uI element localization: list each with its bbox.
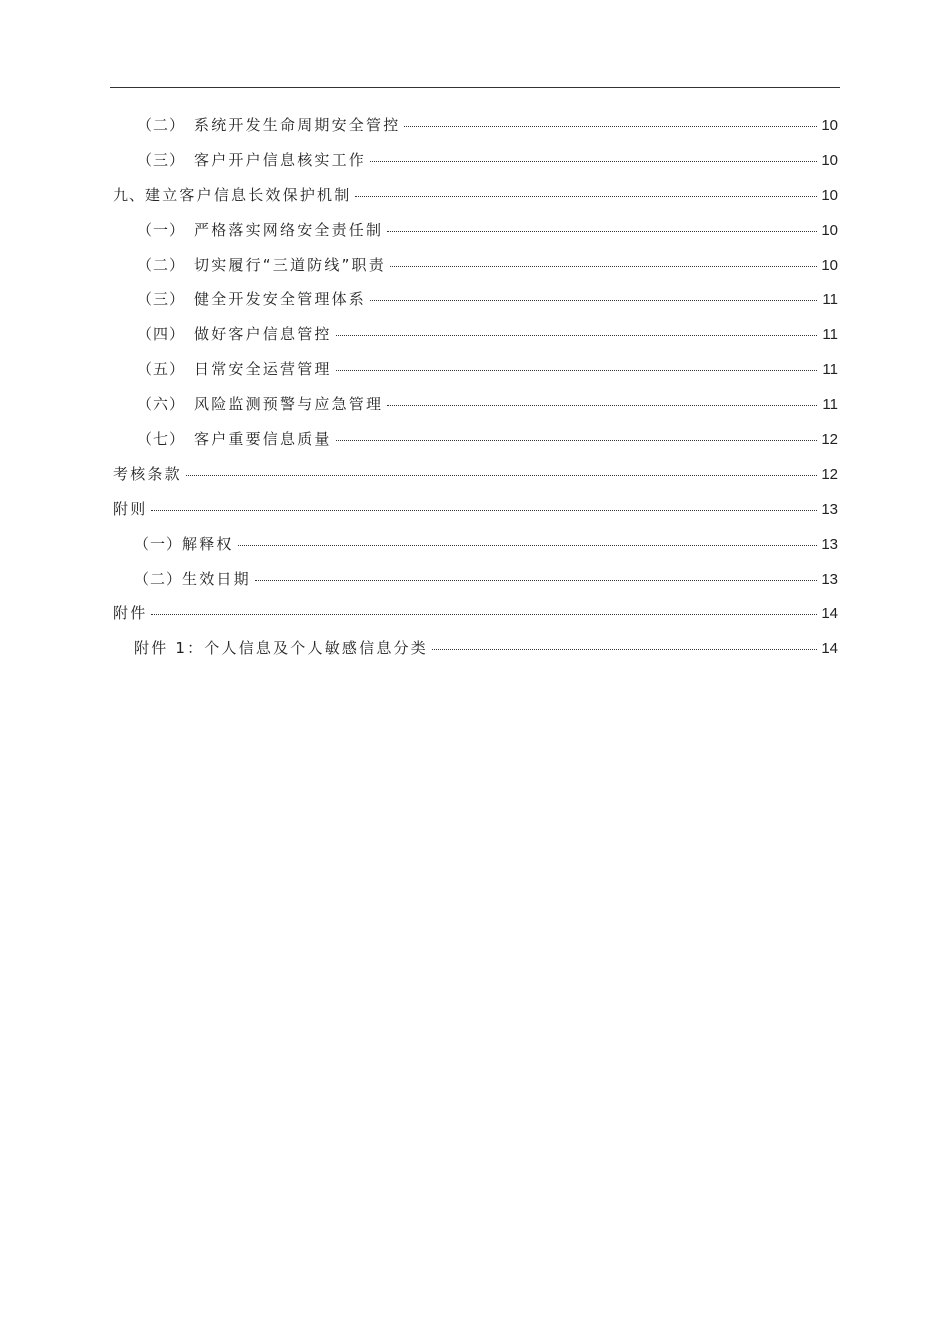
table-of-contents xyxy=(113,114,838,672)
toc-dot-leader xyxy=(336,440,817,441)
toc-entry[interactable] xyxy=(113,533,838,568)
toc-entry-number: （七） xyxy=(137,430,186,449)
toc-entry-title: 做好客户信息管控 xyxy=(194,325,332,344)
toc-entry-title: 建立客户信息长效保护机制 xyxy=(145,185,352,204)
toc-entry-page: 13 xyxy=(821,535,838,553)
toc-entry-page: 13 xyxy=(821,570,838,588)
toc-dot-leader xyxy=(151,614,817,615)
toc-entry-page: 10 xyxy=(821,186,838,204)
toc-entry[interactable] xyxy=(113,602,838,637)
toc-dot-leader xyxy=(390,266,817,267)
toc-entry-page: 12 xyxy=(821,431,838,449)
toc-dot-leader xyxy=(355,196,817,197)
toc-entry-title: 严格落实网络安全责任制 xyxy=(194,220,384,239)
toc-dot-leader xyxy=(186,475,817,476)
toc-entry[interactable] xyxy=(113,498,838,533)
toc-dot-leader xyxy=(432,649,817,650)
toc-entry-page: 11 xyxy=(822,326,838,344)
toc-dot-leader xyxy=(238,545,817,546)
toc-entry[interactable] xyxy=(113,637,838,672)
toc-entry-title: 附件 1：个人信息及个人敏感信息分类 xyxy=(134,639,428,658)
toc-entry[interactable] xyxy=(113,568,838,603)
toc-entry-page: 12 xyxy=(821,465,838,483)
toc-entry-page: 14 xyxy=(821,605,838,623)
toc-entry-number: （一） xyxy=(137,220,186,239)
toc-entry-number: （五） xyxy=(137,360,186,379)
toc-entry-number: 九、 xyxy=(113,185,146,204)
toc-dot-leader xyxy=(370,300,817,301)
toc-entry-title: 考核条款 xyxy=(113,464,182,483)
toc-entry-number: （二） xyxy=(134,569,183,588)
toc-entry-number: （一） xyxy=(134,534,183,553)
toc-entry-title: 切实履行“三道防线”职责 xyxy=(194,255,386,274)
toc-entry-number: （二） xyxy=(137,116,186,134)
toc-entry-page: 11 xyxy=(822,291,838,309)
toc-entry[interactable] xyxy=(113,114,838,149)
toc-entry[interactable] xyxy=(113,149,838,184)
toc-entry-number: （六） xyxy=(137,395,186,414)
toc-entry-title: 风险监测预警与应急管理 xyxy=(194,395,384,414)
header-rule xyxy=(110,87,840,88)
toc-entry-page: 14 xyxy=(821,640,838,658)
toc-entry-number: （三） xyxy=(137,150,186,169)
toc-entry[interactable] xyxy=(113,393,838,428)
toc-entry[interactable] xyxy=(113,463,838,498)
toc-entry-number: （三） xyxy=(137,290,186,309)
toc-entry-title: 日常安全运营管理 xyxy=(194,360,332,379)
toc-entry-page: 13 xyxy=(821,500,838,518)
toc-entry-page: 10 xyxy=(821,256,838,274)
toc-entry-number: （四） xyxy=(137,325,186,344)
toc-dot-leader xyxy=(336,335,817,336)
toc-dot-leader xyxy=(151,510,817,511)
toc-dot-leader xyxy=(387,231,817,232)
toc-entry[interactable] xyxy=(113,428,838,463)
toc-entry-page: 10 xyxy=(821,151,838,169)
toc-dot-leader xyxy=(370,161,817,162)
toc-entry-number: （二） xyxy=(137,255,186,274)
toc-entry-title: 客户开户信息核实工作 xyxy=(194,150,367,169)
toc-entry-title: 客户重要信息质量 xyxy=(194,430,332,449)
toc-entry-title: 解释权 xyxy=(182,534,234,553)
toc-dot-leader xyxy=(404,126,817,127)
toc-dot-leader xyxy=(336,370,817,371)
toc-entry-page: 10 xyxy=(821,221,838,239)
toc-entry-title: 系统开发生命周期安全管控 xyxy=(194,116,401,134)
toc-entry[interactable] xyxy=(113,323,838,358)
toc-entry[interactable] xyxy=(113,288,838,323)
toc-entry[interactable] xyxy=(113,254,838,289)
toc-entry[interactable] xyxy=(113,184,838,219)
toc-entry-page: 11 xyxy=(822,361,838,379)
toc-dot-leader xyxy=(255,580,817,581)
toc-dot-leader xyxy=(387,405,817,406)
toc-entry-page: 10 xyxy=(821,117,838,134)
toc-entry-page: 11 xyxy=(822,396,838,414)
toc-entry-title: 附件 xyxy=(113,604,148,623)
toc-entry[interactable] xyxy=(113,219,838,254)
toc-entry[interactable] xyxy=(113,358,838,393)
toc-entry-title: 健全开发安全管理体系 xyxy=(194,290,367,309)
toc-entry-title: 附则 xyxy=(113,499,148,518)
toc-entry-title: 生效日期 xyxy=(182,569,251,588)
